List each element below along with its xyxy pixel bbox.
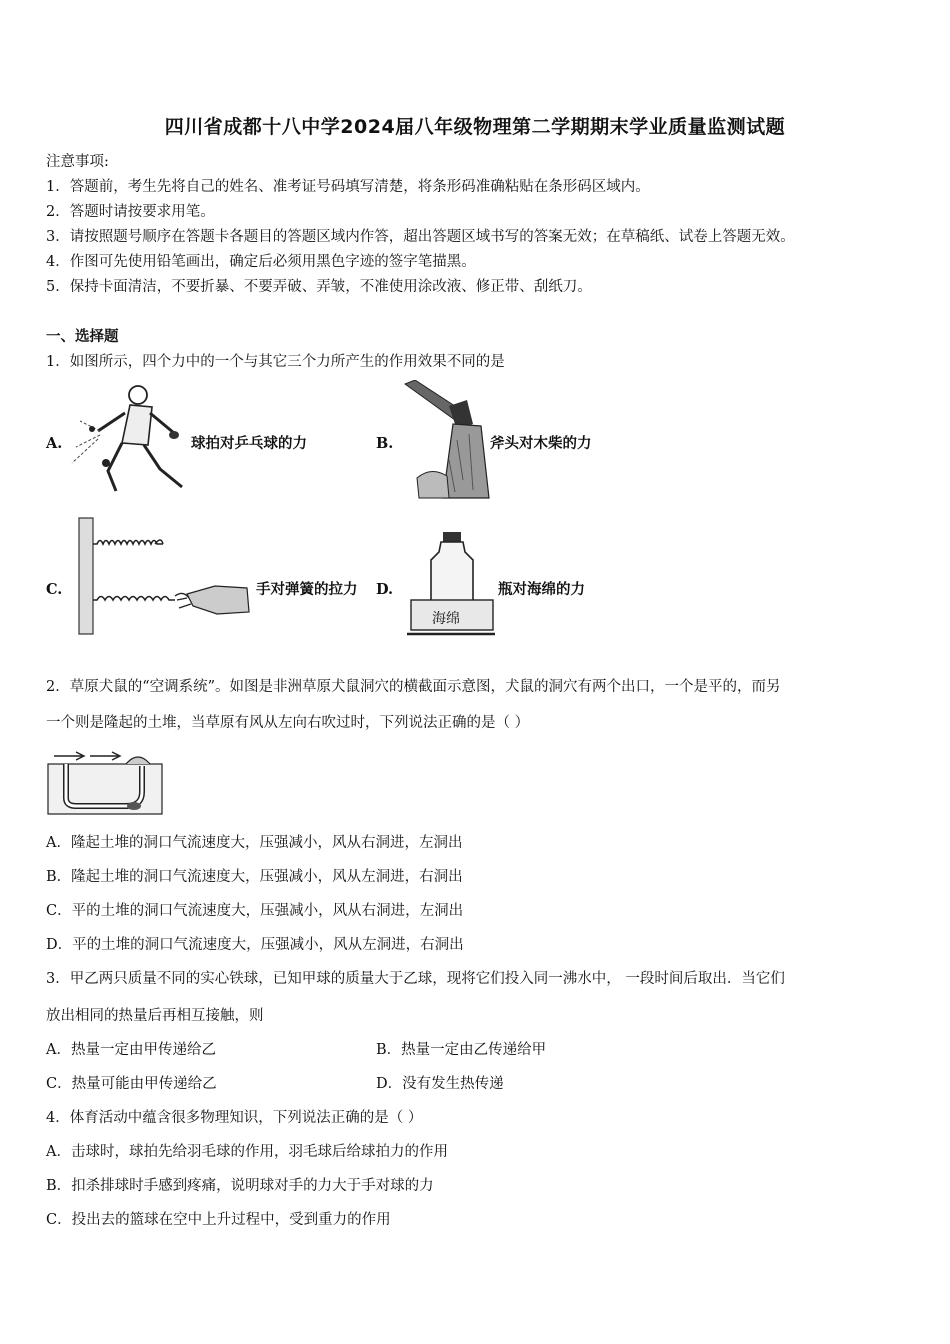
notice-item: 5．保持卡面清洁，不要折暴、不要弄破、弄皱，不准使用涂改液、修正带、刮纸刀。 <box>46 279 592 295</box>
q3-option-d: D．没有发生热传递 <box>376 1076 504 1092</box>
q1-option-d-text: 瓶对海绵的力 <box>498 581 585 598</box>
question-2-stem-line-2: 一个则是隆起的土堆，当草原有风从左向右吹过时，下列说法正确的是（ ） <box>46 715 530 731</box>
q1-option-a-label: A. <box>46 435 63 452</box>
q2-option-b: B．隆起土堆的洞口气流速度大，压强减小，风从左洞进，右洞出 <box>46 869 463 885</box>
sponge-label: 海绵 <box>432 611 460 627</box>
q3-option-a: A．热量一定由甲传递给乙 <box>46 1042 216 1058</box>
notice-item: 2．答题时请按要求用笔。 <box>46 204 215 220</box>
question-4-stem: 4．体育活动中蕴含很多物理知识，下列说法正确的是（ ） <box>46 1110 423 1126</box>
axe-wood-figure <box>403 380 493 500</box>
page-title: 四川省成都十八中学2024届八年级物理第二学期期末学业质量监测试题 <box>164 116 786 138</box>
notice-item: 4．作图可先使用铅笔画出，确定后必须用黑色字迹的签字笔描黑。 <box>46 254 476 270</box>
notice-item: 1．答题前，考生先将自己的姓名、准考证号码填写清楚，将条形码准确粘贴在条形码区域内。 <box>46 179 650 195</box>
question-3-stem-line-2: 放出相同的热量后再相互接触，则 <box>46 1008 264 1024</box>
notice-heading: 注意事项: <box>46 154 109 170</box>
section-heading: 一、选择题 <box>46 328 119 345</box>
q1-option-b-label: B. <box>376 435 394 452</box>
q1-option-a-text: 球拍对乒乓球的力 <box>191 435 307 452</box>
q4-option-b: B．扣杀排球时手感到疼痛，说明球对手的力大于手对球的力 <box>46 1178 434 1194</box>
question-1-stem: 1．如图所示，四个力中的一个与其它三个力所产生的作用效果不同的是 <box>46 354 505 370</box>
q1-option-c-text: 手对弹簧的拉力 <box>256 581 358 598</box>
q2-option-a: A．隆起土堆的洞口气流速度大，压强减小，风从右洞进，左洞出 <box>46 835 463 851</box>
question-2-stem-line-1: 2．草原犬鼠的“空调系统”。如图是非洲草原犬鼠洞穴的横截面示意图，犬鼠的洞穴有两个出口，一个是平的，而另 <box>46 679 781 695</box>
spring-hand-figure <box>75 516 255 636</box>
q1-option-c-label: C. <box>46 581 63 598</box>
notice-item: 3．请按照题号顺序在答题卡各题目的答题区域内作答，超出答题区域书写的答案无效；在草稿纸、试卷上答题无效。 <box>46 229 795 245</box>
ping-pong-player-figure <box>70 383 190 498</box>
q1-option-d-label: D. <box>376 581 394 598</box>
q4-option-a: A．击球时，球拍先给羽毛球的作用，羽毛球后给球拍力的作用 <box>46 1144 448 1160</box>
question-3-stem-line-1: 3．甲乙两只质量不同的实心铁球，已知甲球的质量大于乙球，现将它们投入同一沸水中， 一段时间后取出．当它们 <box>46 971 785 987</box>
q3-option-b: B．热量一定由乙传递给甲 <box>376 1042 547 1058</box>
q2-option-c: C．平的土堆的洞口气流速度大，压强减小，风从右洞进，左洞出 <box>46 903 464 919</box>
q1-option-b-text: 斧头对木柴的力 <box>490 435 592 452</box>
burrow-cross-section-figure <box>46 748 166 816</box>
q3-option-c: C．热量可能由甲传递给乙 <box>46 1076 217 1092</box>
q4-option-c: C．投出去的篮球在空中上升过程中，受到重力的作用 <box>46 1212 391 1228</box>
q2-option-d: D．平的土堆的洞口气流速度大，压强减小，风从左洞进，右洞出 <box>46 937 464 953</box>
